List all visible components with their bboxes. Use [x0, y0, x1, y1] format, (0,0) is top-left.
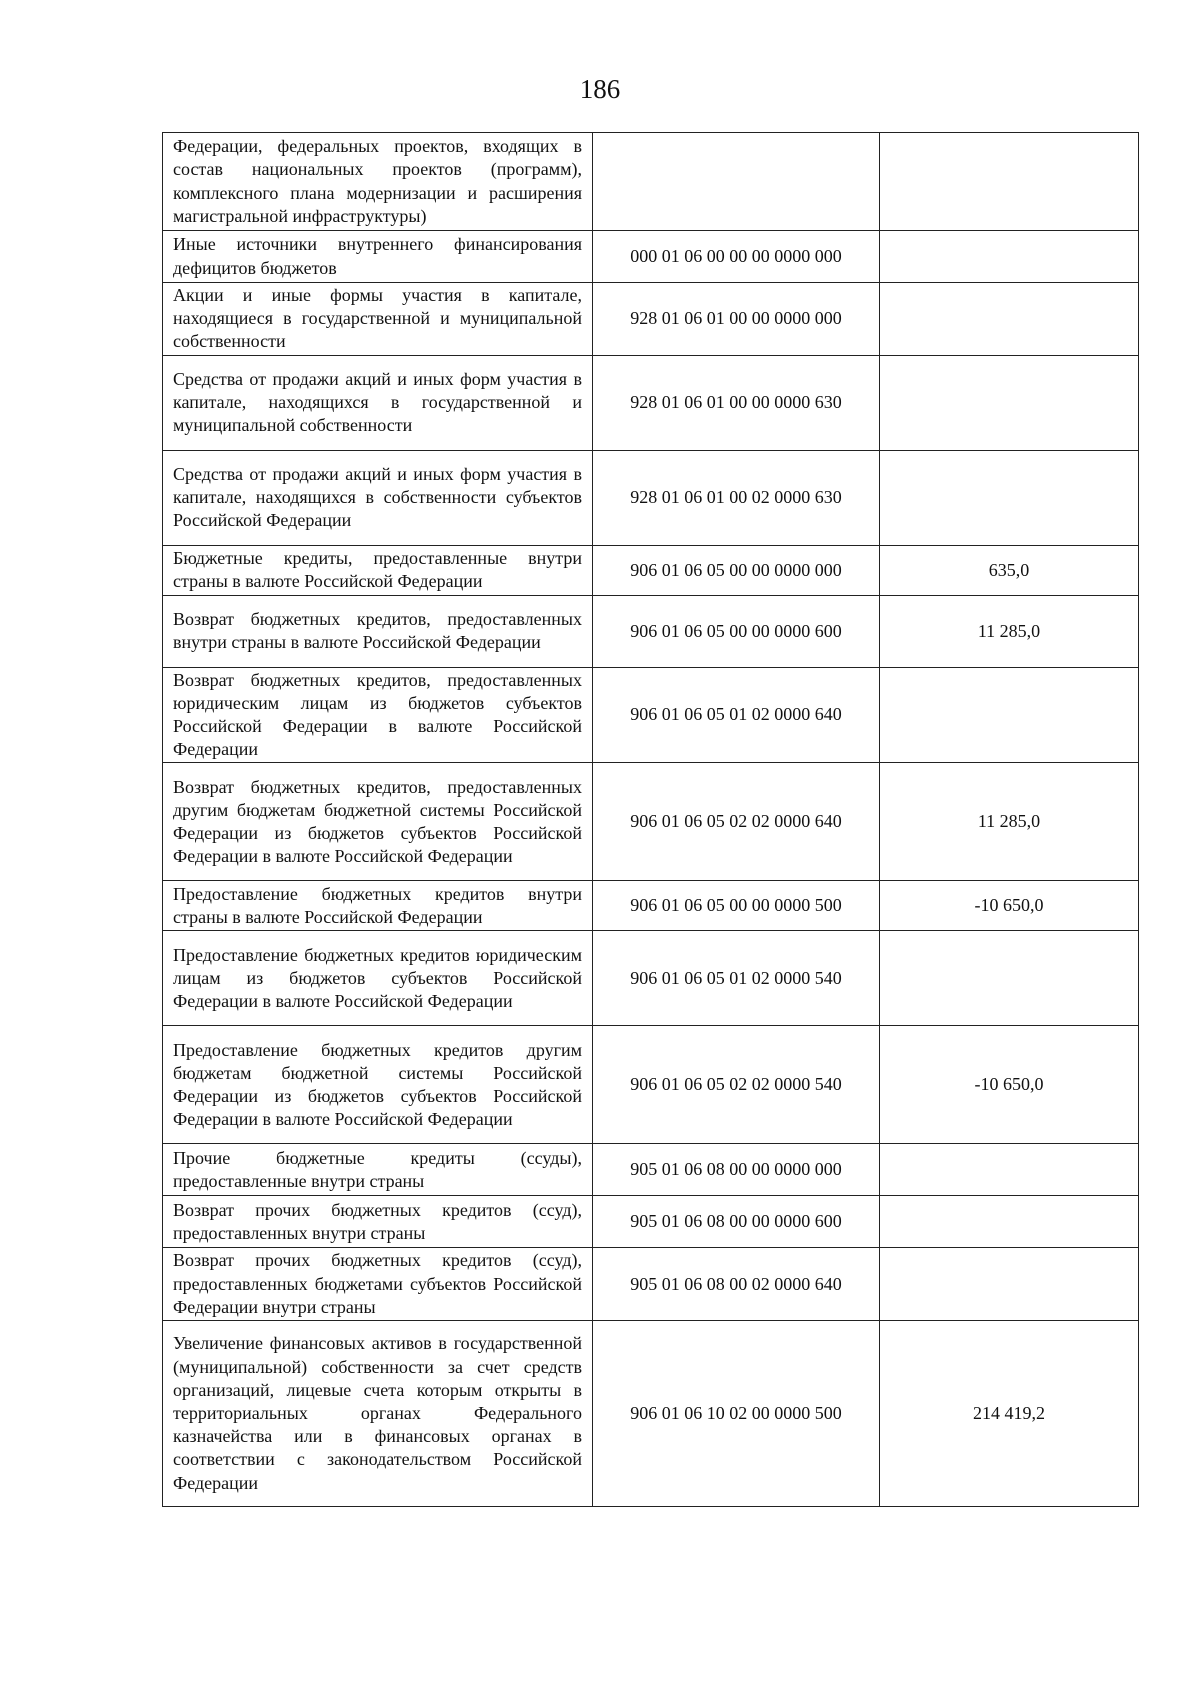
row-amount [880, 1248, 1139, 1321]
table-row [163, 545, 1139, 595]
table-row [163, 881, 1139, 931]
row-code: 905 01 06 08 00 00 0000 000 [593, 1144, 880, 1196]
row-code: 905 01 06 08 00 02 0000 640 [593, 1248, 880, 1321]
row-code: 906 01 06 05 00 00 0000 500 [593, 881, 880, 931]
row-amount: 11 285,0 [880, 595, 1139, 667]
table-row [163, 1144, 1139, 1196]
table-row [163, 595, 1139, 667]
row-amount: -10 650,0 [880, 1026, 1139, 1144]
row-amount [880, 133, 1139, 231]
table-row [163, 133, 1139, 231]
row-code: 906 01 06 05 01 02 0000 640 [593, 667, 880, 763]
table-row [163, 667, 1139, 763]
table-row [163, 231, 1139, 283]
row-name: Акции и иные формы участия в капитале, находящиеся в государственной и муниципальной собственности [163, 283, 593, 356]
row-name: Возврат бюджетных кредитов, предоставленных другим бюджетам бюджетной системы Российской Федерации из бюджетов субъектов Российской Федерации в валюте Российской Федерации [163, 763, 593, 881]
table-row [163, 1026, 1139, 1144]
row-amount [880, 231, 1139, 283]
table-row [163, 931, 1139, 1026]
table-row [163, 450, 1139, 545]
row-name: Возврат бюджетных кредитов, предоставленных внутри страны в валюте Российской Федерации [163, 595, 593, 667]
row-name: Иные источники внутреннего финансирования дефицитов бюджетов [163, 231, 593, 283]
row-name: Предоставление бюджетных кредитов внутри страны в валюте Российской Федерации [163, 881, 593, 931]
row-code: 928 01 06 01 00 00 0000 630 [593, 355, 880, 450]
row-amount [880, 931, 1139, 1026]
row-amount [880, 355, 1139, 450]
row-amount [880, 667, 1139, 763]
row-code: 906 01 06 05 01 02 0000 540 [593, 931, 880, 1026]
row-amount [880, 1196, 1139, 1248]
row-name: Увеличение финансовых активов в государственной (муниципальной) собственности за счет средств организаций, лицевые счета которым открыты в территориальных органах Федерального казначейства или в финансовых органах в соответствии с законодательством Российской Федерации [163, 1321, 593, 1507]
row-code: 905 01 06 08 00 00 0000 600 [593, 1196, 880, 1248]
table-row [163, 1196, 1139, 1248]
row-amount: 214 419,2 [880, 1321, 1139, 1507]
row-code: 928 01 06 01 00 00 0000 000 [593, 283, 880, 356]
row-name: Средства от продажи акций и иных форм участия в капитале, находящихся в собственности субъектов Российской Федерации [163, 450, 593, 545]
table-row [163, 355, 1139, 450]
table-row [163, 1321, 1139, 1507]
row-code: 000 01 06 00 00 00 0000 000 [593, 231, 880, 283]
row-name: Бюджетные кредиты, предоставленные внутри страны в валюте Российской Федерации [163, 545, 593, 595]
row-amount: 635,0 [880, 545, 1139, 595]
row-name: Предоставление бюджетных кредитов юридическим лицам из бюджетов субъектов Российской Федерации в валюте Российской Федерации [163, 931, 593, 1026]
row-name: Возврат прочих бюджетных кредитов (ссуд), предоставленных внутри страны [163, 1196, 593, 1248]
row-code: 906 01 06 05 02 02 0000 640 [593, 763, 880, 881]
row-amount [880, 450, 1139, 545]
row-name: Прочие бюджетные кредиты (ссуды), предоставленные внутри страны [163, 1144, 593, 1196]
page-number: 186 [579, 74, 621, 104]
table-row [163, 763, 1139, 881]
row-code [593, 133, 880, 231]
row-code: 906 01 06 10 02 00 0000 500 [593, 1321, 880, 1507]
row-name: Возврат прочих бюджетных кредитов (ссуд), предоставленных бюджетами субъектов Российской Федерации внутри страны [163, 1248, 593, 1321]
row-code: 906 01 06 05 00 00 0000 000 [593, 545, 880, 595]
row-name: Предоставление бюджетных кредитов другим бюджетам бюджетной системы Российской Федерации из бюджетов субъектов Российской Федерации в валюте Российской Федерации [163, 1026, 593, 1144]
row-name: Федерации, федеральных проектов, входящих в состав национальных проектов (программ), комплексного плана модернизации и расширения магистральной инфраструктуры) [163, 133, 593, 231]
row-code: 906 01 06 05 00 00 0000 600 [593, 595, 880, 667]
table-row [163, 283, 1139, 356]
row-amount: 11 285,0 [880, 763, 1139, 881]
row-amount [880, 283, 1139, 356]
row-name: Возврат бюджетных кредитов, предоставленных юридическим лицам из бюджетов субъектов Российской Федерации в валюте Российской Федерации [163, 667, 593, 763]
row-code: 906 01 06 05 02 02 0000 540 [593, 1026, 880, 1144]
table-row [163, 1248, 1139, 1321]
row-amount: -10 650,0 [880, 881, 1139, 931]
row-amount [880, 1144, 1139, 1196]
row-code: 928 01 06 01 00 02 0000 630 [593, 450, 880, 545]
budget-sources-table [162, 132, 1139, 1507]
row-name: Средства от продажи акций и иных форм участия в капитале, находящихся в государственной и муниципальной собственности [163, 355, 593, 450]
